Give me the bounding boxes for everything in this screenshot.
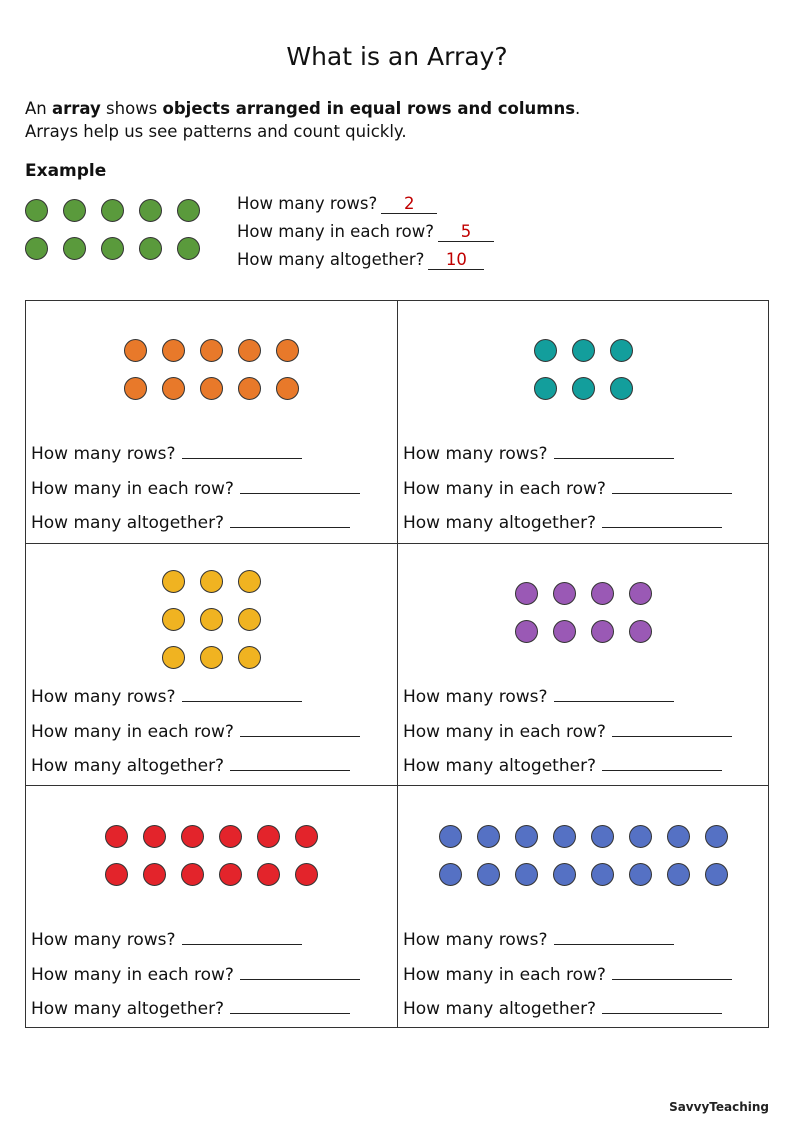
array-dot: [238, 377, 261, 400]
intro-line-1: [25, 97, 775, 120]
answer-blank[interactable]: [554, 685, 674, 702]
answer-blank[interactable]: [612, 477, 732, 494]
practice-cell: [398, 301, 769, 543]
array-dot: [105, 825, 128, 848]
array-dot: [238, 339, 261, 362]
practice-grid: [25, 300, 769, 1028]
example-question-label: How many in each row?: [237, 222, 434, 241]
array-dot: [553, 863, 576, 886]
array-dot: [139, 199, 162, 222]
array-dot: [143, 863, 166, 886]
practice-cell: [26, 544, 397, 786]
practice-cell: [398, 787, 769, 1029]
answer-blank[interactable]: [182, 685, 302, 702]
question-rows: [403, 442, 674, 466]
question-label: How many rows?: [403, 444, 548, 464]
array-dot: [181, 863, 204, 886]
answer-blank[interactable]: [182, 442, 302, 459]
array-dot: [162, 570, 185, 593]
question-label: How many in each row?: [403, 965, 606, 985]
array-dot: [63, 199, 86, 222]
array-dot: [553, 825, 576, 848]
example-question-each-row: [237, 220, 494, 248]
answer-blank[interactable]: [240, 720, 360, 737]
example-question-label: How many altogether?: [237, 250, 425, 269]
question-label: How many rows?: [31, 930, 176, 950]
array-dot: [439, 863, 462, 886]
practice-array: [439, 825, 743, 901]
array-dot: [295, 825, 318, 848]
intro-term-array: array: [52, 99, 101, 118]
array-dot: [200, 646, 223, 669]
question-altogether: [31, 997, 350, 1021]
array-dot: [534, 339, 557, 362]
array-dot: [276, 339, 299, 362]
question-label: How many altogether?: [403, 999, 597, 1019]
practice-array: [105, 825, 333, 901]
array-dot: [257, 863, 280, 886]
question-altogether: [31, 754, 350, 778]
intro-text-a: An: [25, 99, 52, 118]
question-label: How many rows?: [31, 687, 176, 707]
practice-cell: [398, 544, 769, 786]
array-dot: [177, 199, 200, 222]
answer-blank[interactable]: [240, 963, 360, 980]
array-dot: [238, 608, 261, 631]
array-dot: [705, 863, 728, 886]
array-dot: [219, 825, 242, 848]
array-dot: [515, 825, 538, 848]
array-dot: [200, 377, 223, 400]
example-heading: Example: [25, 161, 107, 181]
practice-array: [515, 582, 667, 658]
answer-blank[interactable]: [602, 511, 722, 528]
answer-blank[interactable]: [554, 928, 674, 945]
practice-cell: [26, 787, 397, 1029]
array-dot: [177, 237, 200, 260]
array-dot: [572, 377, 595, 400]
question-label: How many in each row?: [403, 479, 606, 499]
question-label: How many rows?: [403, 930, 548, 950]
question-label: How many altogether?: [31, 756, 225, 776]
answer-blank[interactable]: [230, 997, 350, 1014]
example-answer-rows: 2: [381, 195, 437, 214]
example-answer-altogether: 10: [428, 251, 484, 270]
array-dot: [101, 237, 124, 260]
array-dot: [143, 825, 166, 848]
question-label: How many in each row?: [403, 722, 606, 742]
intro-text: [25, 97, 775, 143]
array-dot: [591, 582, 614, 605]
array-dot: [219, 863, 242, 886]
array-dot: [139, 237, 162, 260]
array-dot: [63, 237, 86, 260]
footer-brand: SavvyTeaching: [669, 1100, 769, 1114]
question-each-row: [403, 720, 732, 744]
answer-blank[interactable]: [182, 928, 302, 945]
practice-array: [162, 570, 276, 684]
practice-array: [534, 339, 648, 415]
question-label: How many rows?: [403, 687, 548, 707]
answer-blank[interactable]: [230, 511, 350, 528]
answer-blank[interactable]: [612, 963, 732, 980]
question-altogether: [403, 997, 722, 1021]
question-label: How many altogether?: [31, 513, 225, 533]
array-dot: [572, 339, 595, 362]
array-dot: [295, 863, 318, 886]
question-rows: [403, 685, 674, 709]
array-dot: [25, 237, 48, 260]
array-dot: [667, 863, 690, 886]
array-dot: [124, 339, 147, 362]
intro-text-c: shows: [100, 99, 163, 118]
example-questions: [237, 192, 494, 276]
example-array: [25, 199, 215, 275]
question-label: How many in each row?: [31, 965, 234, 985]
answer-blank[interactable]: [612, 720, 732, 737]
question-each-row: [31, 477, 360, 501]
question-each-row: [403, 477, 732, 501]
question-altogether: [403, 511, 722, 535]
array-dot: [629, 620, 652, 643]
intro-period: .: [575, 99, 581, 118]
practice-array: [124, 339, 314, 415]
question-each-row: [31, 720, 360, 744]
question-rows: [31, 928, 302, 952]
question-label: How many altogether?: [31, 999, 225, 1019]
example-question-rows: [237, 192, 494, 220]
page-title: What is an Array?: [286, 42, 508, 71]
array-dot: [181, 825, 204, 848]
array-dot: [591, 863, 614, 886]
array-dot: [162, 377, 185, 400]
array-dot: [162, 608, 185, 631]
array-dot: [162, 339, 185, 362]
intro-definition: objects arranged in equal rows and columns: [162, 99, 576, 118]
question-altogether: [403, 754, 722, 778]
array-dot: [553, 582, 576, 605]
question-rows: [31, 442, 302, 466]
array-dot: [534, 377, 557, 400]
question-label: How many altogether?: [403, 756, 597, 776]
array-dot: [705, 825, 728, 848]
question-rows: [31, 685, 302, 709]
answer-blank[interactable]: [554, 442, 674, 459]
array-dot: [610, 339, 633, 362]
array-dot: [515, 620, 538, 643]
question-label: How many in each row?: [31, 479, 234, 499]
example-question-label: How many rows?: [237, 194, 378, 213]
practice-cell: [26, 301, 397, 543]
array-dot: [257, 825, 280, 848]
question-altogether: [31, 511, 350, 535]
array-dot: [477, 825, 500, 848]
array-dot: [439, 825, 462, 848]
question-each-row: [403, 963, 732, 987]
question-label: How many in each row?: [31, 722, 234, 742]
array-dot: [553, 620, 576, 643]
array-dot: [200, 608, 223, 631]
array-dot: [629, 825, 652, 848]
array-dot: [515, 863, 538, 886]
question-each-row: [31, 963, 360, 987]
question-label: How many rows?: [31, 444, 176, 464]
example-answer-each-row: 5: [438, 223, 494, 242]
array-dot: [515, 582, 538, 605]
answer-blank[interactable]: [240, 477, 360, 494]
array-dot: [610, 377, 633, 400]
array-dot: [629, 582, 652, 605]
array-dot: [200, 339, 223, 362]
intro-line-2: Arrays help us see patterns and count quickly.: [25, 122, 407, 141]
array-dot: [124, 377, 147, 400]
array-dot: [276, 377, 299, 400]
array-dot: [667, 825, 690, 848]
question-label: How many altogether?: [403, 513, 597, 533]
array-dot: [477, 863, 500, 886]
array-dot: [25, 199, 48, 222]
question-rows: [403, 928, 674, 952]
array-dot: [591, 620, 614, 643]
answer-blank[interactable]: [602, 997, 722, 1014]
array-dot: [238, 646, 261, 669]
array-dot: [101, 199, 124, 222]
array-dot: [105, 863, 128, 886]
array-dot: [629, 863, 652, 886]
array-dot: [162, 646, 185, 669]
array-dot: [200, 570, 223, 593]
array-dot: [238, 570, 261, 593]
answer-blank[interactable]: [230, 754, 350, 771]
array-dot: [591, 825, 614, 848]
answer-blank[interactable]: [602, 754, 722, 771]
example-question-altogether: [237, 248, 494, 276]
